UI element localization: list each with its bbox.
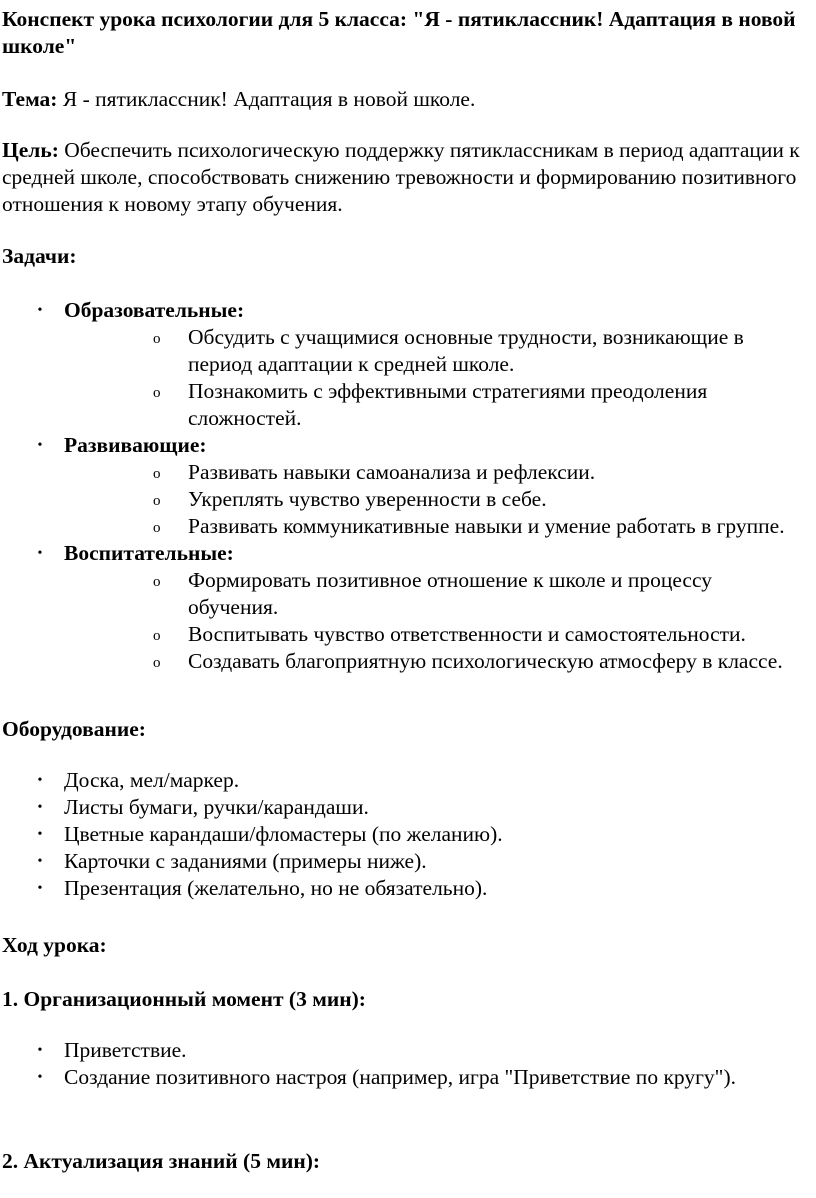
bullet-icon: • bbox=[37, 773, 43, 788]
task-item: o Развивать коммуникативные навыки и умение работать в группе. bbox=[64, 513, 802, 540]
bullet-icon: • bbox=[37, 1043, 43, 1058]
bullet-icon: • bbox=[37, 546, 43, 561]
equipment-heading: Оборудование: bbox=[2, 717, 146, 741]
task-item: o Укреплять чувство уверенности в себе. bbox=[64, 486, 802, 513]
equipment-item: • Доска, мел/маркер. bbox=[2, 767, 802, 794]
topic-paragraph bbox=[2, 86, 802, 113]
topic-label: Тема: bbox=[2, 87, 58, 111]
task-item: o Формировать позитивное отношение к школе и процессу обучения. bbox=[153, 568, 712, 619]
circle-bullet-icon: o bbox=[153, 493, 161, 509]
bullet-icon: • bbox=[37, 1070, 43, 1085]
circle-bullet-icon: o bbox=[153, 628, 161, 644]
stage1-heading: 1. Организационный момент (3 мин): bbox=[2, 987, 366, 1011]
stage1-item: • Создание позитивного настроя (например, игра "Приветствие по кругу"). bbox=[2, 1064, 802, 1091]
goal-text: Обеспечить психологическую поддержку пятиклассникам в период адаптации к средней школе, способствовать снижению тревожности и формированию позитивного отношения к новому этапу обучения. bbox=[2, 138, 800, 216]
equipment-item: • Листы бумаги, ручки/карандаши. bbox=[2, 794, 802, 821]
bullet-icon: • bbox=[37, 881, 43, 896]
circle-bullet-icon: o bbox=[153, 655, 161, 671]
lesson-heading: Ход урока: bbox=[2, 933, 107, 957]
equipment-item: • Карточки с заданиями (примеры ниже). bbox=[2, 848, 802, 875]
bullet-icon: • bbox=[37, 854, 43, 869]
circle-bullet-icon: o bbox=[153, 520, 161, 536]
circle-bullet-icon: o bbox=[153, 385, 161, 401]
task-group-label: Образовательные: bbox=[64, 298, 245, 322]
stage1-list bbox=[2, 1037, 802, 1091]
bullet-icon: • bbox=[37, 800, 43, 815]
task-group bbox=[2, 432, 802, 540]
tasks-list bbox=[2, 297, 802, 675]
document-title: Конспект урока психологии для 5 класса: "Я - пятиклассник! Адаптация в новой школе" bbox=[2, 7, 796, 58]
goal-paragraph bbox=[2, 137, 802, 218]
task-group bbox=[2, 297, 802, 432]
task-item: o Воспитывать чувство ответственности и самостоятельности. bbox=[64, 621, 802, 648]
stage2-heading: 2. Актуализация знаний (5 мин): bbox=[2, 1149, 321, 1173]
circle-bullet-icon: o bbox=[153, 574, 161, 590]
bullet-icon: • bbox=[37, 438, 43, 453]
equipment-list bbox=[2, 767, 802, 902]
task-item: o Познакомить с эффективными стратегиями преодоления сложностей. bbox=[153, 379, 708, 430]
goal-label: Цель: bbox=[2, 138, 59, 162]
task-item: o Создавать благоприятную психологическую атмосферу в классе. bbox=[64, 648, 802, 675]
equipment-item: • Цветные карандаши/фломастеры (по желанию). bbox=[2, 821, 802, 848]
circle-bullet-icon: o bbox=[153, 466, 161, 482]
task-item: o Развивать навыки самоанализа и рефлексии. bbox=[64, 459, 802, 486]
circle-bullet-icon: o bbox=[153, 331, 161, 347]
stage1-item: • Приветствие. bbox=[2, 1037, 802, 1064]
tasks-heading: Задачи: bbox=[2, 244, 77, 268]
task-item: o Обсудить с учащимися основные трудности, возникающие в период адаптации к средней школе. bbox=[153, 325, 744, 376]
task-group-label: Развивающие: bbox=[64, 433, 207, 457]
topic-text: Я - пятиклассник! Адаптация в новой школе. bbox=[57, 87, 476, 111]
bullet-icon: • bbox=[37, 303, 43, 318]
bullet-icon: • bbox=[37, 827, 43, 842]
task-sublist bbox=[64, 459, 802, 540]
task-sublist bbox=[64, 324, 802, 432]
task-group bbox=[2, 540, 802, 675]
task-sublist bbox=[64, 567, 802, 675]
equipment-item: • Презентация (желательно, но не обязательно). bbox=[2, 875, 802, 902]
task-group-label: Воспитательные: bbox=[64, 541, 234, 565]
